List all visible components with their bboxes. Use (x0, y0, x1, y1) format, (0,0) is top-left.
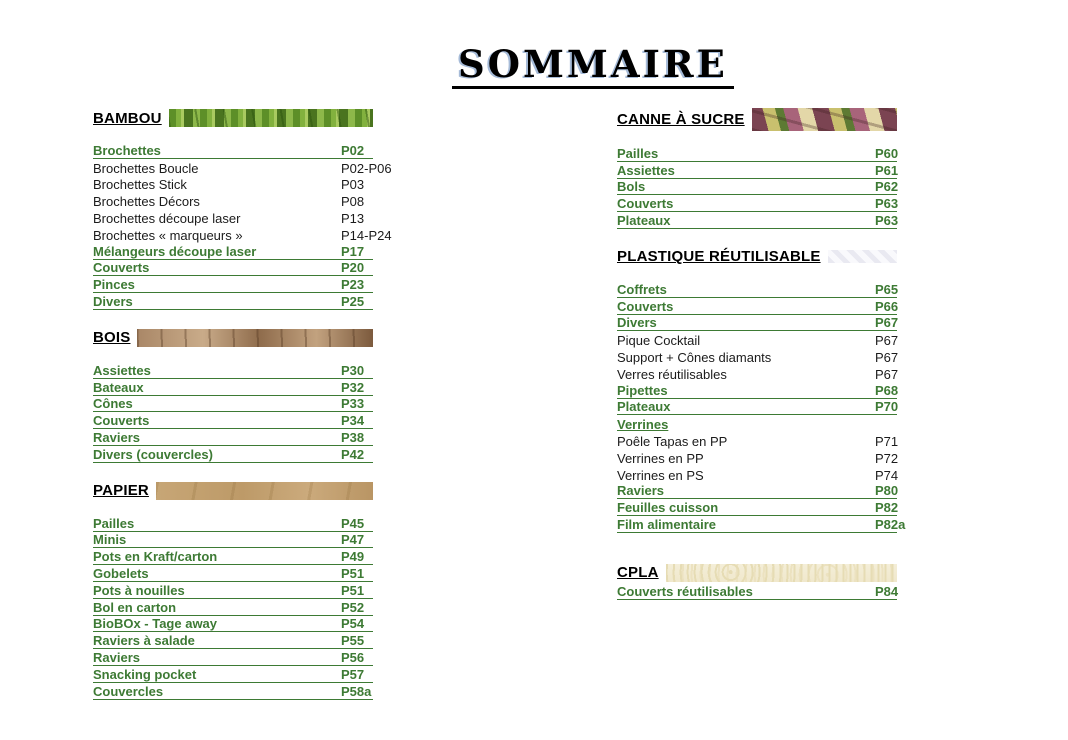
toc-item-label: Divers (93, 293, 133, 309)
toc-item-feuilles-cuisson[interactable] (617, 499, 897, 516)
toc-item-pique-cocktail (617, 331, 897, 348)
toc-item-brochettes[interactable] (93, 142, 373, 159)
toc-item-page: P56 (341, 649, 365, 665)
toc-item-label: Pailles (617, 145, 659, 161)
toc-item-label: Pipettes (617, 382, 668, 398)
bamboo-texture-image (169, 109, 373, 127)
sugarcane-texture-image (752, 108, 897, 131)
toc-item-label: Pots en Kraft/carton (93, 549, 218, 565)
section-cpla (617, 563, 897, 600)
toc-item-pots-en-kraft-carton[interactable] (93, 548, 373, 565)
toc-item-label: Pinces (93, 277, 135, 293)
toc-item-coffrets[interactable] (617, 281, 897, 298)
section-header (617, 108, 897, 131)
toc-item-support-cones-diamants (617, 348, 897, 365)
section-heading-plastique-reutilisable: PLASTIQUE RÉUTILISABLE (617, 248, 821, 266)
toc-item-label: Feuilles cuisson (617, 500, 719, 516)
toc-item-label: Coffrets (617, 281, 667, 297)
section-heading-bois: BOIS (93, 329, 131, 347)
toc-item-label: Couverts (617, 298, 674, 314)
toc-item-label: Brochettes Stick (93, 177, 187, 193)
toc-item-page: P63 (875, 196, 899, 212)
toc-item-raviers-a-salade[interactable] (93, 632, 373, 649)
toc-item-label: Raviers (93, 429, 140, 445)
toc-item-page: P30 (341, 362, 365, 378)
page-title: SOMMAIRE (452, 46, 734, 89)
toc-item-label: Pailles (93, 515, 135, 531)
toc-item-label: Plateaux (617, 399, 671, 415)
toc-item-label: Film alimentaire (617, 516, 716, 532)
toc-item-page: P45 (341, 515, 365, 531)
toc-item-pinces[interactable] (93, 276, 373, 293)
toc-item-raviers[interactable] (617, 483, 897, 500)
toc-item-page: P67 (875, 349, 899, 365)
section-heading-bambou: BAMBOU (93, 109, 162, 127)
toc-item-assiettes[interactable] (93, 362, 373, 379)
toc-item-page: P42 (341, 446, 365, 462)
section-heading-canne-a-sucre: CANNE À SUCRE (617, 111, 745, 128)
toc-item-label: Assiettes (617, 162, 675, 178)
toc-item-page: P17 (341, 243, 365, 259)
toc-item-label: Raviers (93, 649, 140, 665)
toc-item-label: Brochettes Boucle (93, 160, 199, 176)
toc-item-label: Couverts (93, 413, 150, 429)
toc-item-page: P68 (875, 382, 899, 398)
toc-item-page: P55 (341, 633, 365, 649)
kraft-paper-texture-image (156, 482, 373, 500)
section-header (93, 108, 373, 128)
toc-item-page: P82 (875, 500, 899, 516)
toc-item-assiettes[interactable] (617, 162, 897, 179)
toc-item-label: Verrines en PP (617, 450, 704, 466)
toc-item-label: Raviers (617, 483, 664, 499)
toc-column-left (93, 108, 392, 700)
toc-item-couverts[interactable] (93, 260, 373, 277)
toc-item-page: P61 (875, 162, 899, 178)
toc-item-label: Raviers à salade (93, 633, 195, 649)
toc-item-pots-a-nouilles[interactable] (93, 582, 373, 599)
toc-item-verrines[interactable] (617, 415, 897, 432)
toc-item-raviers[interactable] (93, 649, 373, 666)
section-header (617, 247, 897, 267)
toc-column-right (617, 108, 906, 600)
section-heading-papier: PAPIER (93, 482, 149, 500)
toc-item-poele-tapas-en-pp (617, 432, 897, 449)
toc-item-page: P38 (341, 429, 365, 445)
toc-item-page: P13 (341, 210, 365, 226)
toc-item-label: Couverts (617, 196, 674, 212)
toc-item-label: Verrines (617, 417, 669, 433)
toc-item-page: P67 (875, 333, 899, 349)
toc-item-label: Snacking pocket (93, 666, 197, 682)
toc-item-cones[interactable] (93, 396, 373, 413)
toc-item-label: Poêle Tapas en PP (617, 433, 728, 449)
toc-item-label: BioBOx - Tage away (93, 616, 218, 632)
toc-item-couverts[interactable] (93, 412, 373, 429)
toc-item-page: P57 (341, 666, 365, 682)
toc-item-label: Bol en carton (93, 599, 177, 615)
toc-item-label: Plateaux (617, 212, 671, 228)
toc-item-pailles[interactable] (93, 515, 373, 532)
toc-item-plateaux[interactable] (617, 399, 897, 416)
toc-item-page: P49 (341, 549, 365, 565)
toc-item-couverts[interactable] (617, 195, 897, 212)
toc-item-page: P54 (341, 616, 365, 632)
toc-item-page: P08 (341, 194, 365, 210)
toc-item-label: Verrines en PS (617, 467, 704, 483)
toc-item-label: Brochettes Décors (93, 194, 200, 210)
toc-item-label: Pique Cocktail (617, 333, 701, 349)
toc-item-page: P32 (341, 379, 365, 395)
section-canne-a-sucre (617, 108, 897, 229)
toc-item-snacking-pocket[interactable] (93, 666, 373, 683)
toc-item-page: P02-P06 (341, 160, 392, 176)
toc-item-brochettes-boucle (93, 159, 392, 176)
toc-item-label: Bols (617, 179, 646, 195)
toc-item-label: Bateaux (93, 379, 144, 395)
toc-item-film-alimentaire[interactable] (617, 516, 906, 533)
plastic-texture-image (828, 250, 897, 263)
toc-item-label: Support + Cônes diamants (617, 349, 772, 365)
toc-item-label: Couverts réutilisables (617, 583, 753, 599)
toc-item-label: Couvercles (93, 683, 164, 699)
toc-item-bateaux[interactable] (93, 379, 373, 396)
toc-item-page: P67 (875, 366, 899, 382)
toc-item-verres-reutilisables (617, 365, 897, 382)
section-bambou (93, 108, 392, 310)
toc-item-page: P58a (341, 683, 372, 699)
toc-item-page: P60 (875, 145, 899, 161)
toc-item-label: Couverts (93, 260, 150, 276)
toc-item-label: Pots à nouilles (93, 582, 185, 598)
toc-item-divers[interactable] (617, 315, 897, 332)
toc-item-divers[interactable] (93, 293, 373, 310)
toc-item-page: P74 (875, 467, 899, 483)
toc-item-label: Brochettes (93, 142, 161, 158)
toc-item-page: P67 (875, 315, 899, 331)
toc-item-minis[interactable] (93, 532, 373, 549)
toc-item-page: P33 (341, 396, 365, 412)
toc-item-divers-couvercles[interactable] (93, 446, 373, 463)
toc-item-gobelets[interactable] (93, 565, 373, 582)
toc-item-melangeurs-decoupe-laser[interactable] (93, 243, 373, 260)
toc-item-page: P65 (875, 281, 899, 297)
toc-item-page: P62 (875, 179, 899, 195)
toc-item-label: Minis (93, 532, 127, 548)
wood-texture-image (137, 329, 373, 347)
toc-item-label: Brochettes découpe laser (93, 210, 241, 226)
toc-item-brochettes-marqueurs (93, 226, 392, 243)
toc-item-brochettes-decoupe-laser (93, 209, 373, 226)
toc-item-page: P72 (875, 450, 899, 466)
toc-item-page: P70 (875, 399, 899, 415)
toc-item-page: P52 (341, 599, 365, 615)
toc-item-label: Brochettes « marqueurs » (93, 227, 243, 243)
toc-item-label: Mélangeurs découpe laser (93, 243, 257, 259)
toc-item-page: P84 (875, 583, 899, 599)
toc-item-page: P82a (875, 516, 906, 532)
cpla-texture-image (666, 564, 897, 582)
toc-item-raviers[interactable] (93, 429, 373, 446)
toc-item-page: P80 (875, 483, 899, 499)
toc-item-page: P71 (875, 433, 899, 449)
toc-item-page: P14-P24 (341, 227, 392, 243)
toc-item-pailles[interactable] (617, 145, 897, 162)
section-header (93, 328, 373, 348)
toc-item-brochettes-decors (93, 192, 373, 209)
toc-item-couverts-reutilisables[interactable] (617, 583, 897, 600)
toc-item-plateaux[interactable] (617, 212, 897, 229)
toc-item-label: Cônes (93, 396, 133, 412)
section-plastique-reutilisable (617, 247, 906, 533)
toc-item-page: P63 (875, 212, 899, 228)
toc-item-page: P20 (341, 260, 365, 276)
toc-item-pipettes[interactable] (617, 382, 897, 399)
section-heading-cpla: CPLA (617, 564, 659, 582)
toc-item-verrines-en-ps (617, 466, 897, 483)
section-bois (93, 328, 373, 463)
toc-item-page: P47 (341, 532, 365, 548)
toc-item-biobox-tage-away[interactable] (93, 616, 373, 633)
toc-item-couverts[interactable] (617, 298, 897, 315)
toc-item-page: P02 (341, 142, 365, 158)
toc-item-page: P51 (341, 582, 365, 598)
toc-item-bols[interactable] (617, 179, 897, 196)
toc-item-page: P66 (875, 298, 899, 314)
toc-item-label: Divers (couvercles) (93, 446, 213, 462)
toc-item-label: Gobelets (93, 565, 149, 581)
toc-item-label: Divers (617, 315, 657, 331)
toc-item-label: Assiettes (93, 362, 151, 378)
toc-item-page: P34 (341, 413, 365, 429)
section-header (93, 481, 373, 501)
toc-item-couvercles[interactable] (93, 683, 373, 700)
section-papier (93, 481, 373, 700)
toc-item-bol-en-carton[interactable] (93, 599, 373, 616)
toc-item-page: P25 (341, 293, 365, 309)
toc-item-page: P23 (341, 277, 365, 293)
section-header (617, 563, 897, 583)
toc-item-brochettes-stick (93, 176, 373, 193)
toc-item-page: P51 (341, 565, 365, 581)
toc-item-page: P03 (341, 177, 365, 193)
toc-item-label: Verres réutilisables (617, 366, 727, 382)
toc-item-verrines-en-pp (617, 449, 897, 466)
